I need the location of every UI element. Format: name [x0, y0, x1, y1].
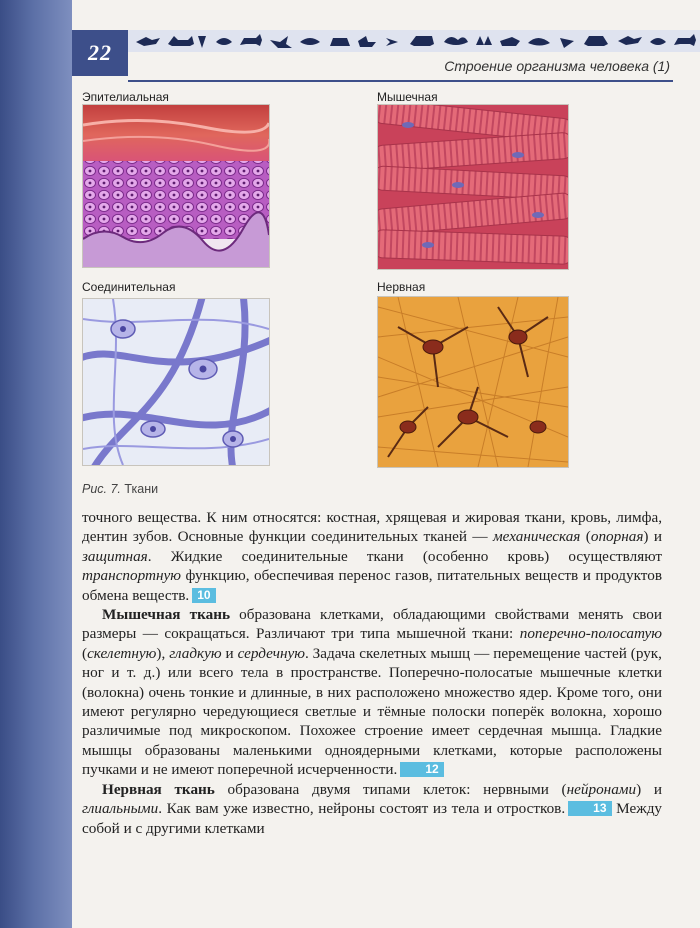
caption-prefix: Рис. 7. [82, 482, 121, 496]
page-number-box [72, 30, 128, 76]
text-span: Между собой и с другими клетками [82, 800, 663, 837]
text-span: ( [580, 528, 591, 546]
epithelial-tissue-image [82, 104, 270, 268]
header-divider [128, 80, 673, 82]
term-italic: глиальными [82, 800, 159, 818]
section-title: Строение организма человека (1) [444, 58, 670, 74]
nervous-tissue-illustration-icon [378, 297, 568, 467]
term-bold: Нервная ткань [102, 780, 215, 798]
text-span: и [221, 644, 238, 662]
term-italic: поперечно-полосатую [519, 625, 662, 643]
figure-caption [82, 482, 158, 496]
term-italic: скелетную [87, 644, 157, 662]
text-span: функцию, обеспечивая перенос газов, питательных веществ и продуктов обмена веществ. [82, 567, 662, 604]
muscle-tissue-image [377, 104, 569, 270]
epithelial-tissue-illustration-icon [83, 105, 269, 267]
term-italic: гладкую [169, 644, 222, 662]
muscle-tissue-illustration-icon [378, 105, 568, 269]
text-span: ), [156, 644, 170, 662]
panel-label-connective: Соединительная [82, 280, 176, 294]
page-header [0, 0, 700, 84]
panel-label-muscle: Мышечная [377, 90, 438, 104]
text-span: . Как вам уже известно, нейроны состоят из тела и отростков. [158, 800, 566, 818]
term-bold: Мышечная ткань [102, 606, 231, 624]
term-italic: защитная [82, 547, 148, 565]
body-text [82, 508, 662, 838]
text-span: . Жидкие соединительные ткани (особенно кровь) осуществляют [147, 547, 662, 565]
animal-silhouette-strip [128, 30, 700, 52]
text-span: ) и [643, 528, 663, 546]
paragraph-nervous [82, 780, 662, 838]
text-span: . Задача скелетных мышц — перемещение частей (рук, ног и т. д.) или всего тела в пространстве. Поперечно-полосатые мышечные клетки (волокна) очень тонкие и длинные, в них расположено множество ядер. Кроме того, они имеют регулярно чередующиеся светлые и тёмные полоски поперёк волокна, хорошо различимые под микроскопом. Похожее строение имеет сердечная мышца. Гладкие мышцы образованы маленькими одноядерными клетками, которые расположены пучками и не имеют поперечной исчерченности. [82, 644, 662, 779]
text-span: ( [82, 644, 88, 662]
term-italic: транспортную [82, 567, 181, 585]
connective-tissue-illustration-icon [83, 299, 269, 465]
text-span: образована клетками, обладающими свойствами менять свои размеры — сокращаться. Различают три типа мышечной ткани: [82, 606, 662, 643]
connective-tissue-image [82, 298, 270, 466]
term-italic: нейронами [566, 780, 637, 798]
nervous-tissue-image [377, 296, 569, 468]
term-italic: механическая [492, 528, 581, 546]
book-spine [0, 0, 72, 928]
term-italic: сердечную [237, 644, 305, 662]
caption-text: Ткани [124, 482, 159, 496]
panel-label-epithelial: Эпителиальная [82, 90, 169, 104]
reference-badge-12[interactable]: 12 [400, 762, 443, 777]
text-span: образована двумя типами клеток: нервными ( [214, 780, 567, 798]
page-number: 22 [88, 40, 112, 65]
paragraph-connective [82, 508, 662, 605]
term-italic: опорная [590, 528, 644, 546]
text-span: точного вещества. К ним относятся: костная, хрящевая и жировая ткани, кровь, лимфа, дентин зубов. Основные функции соединительных тканей — [82, 509, 662, 546]
paragraph-muscle [82, 605, 662, 780]
reference-badge-10[interactable]: 10 [192, 588, 215, 603]
text-span: ) и [636, 780, 662, 798]
panel-label-nervous: Нервная [377, 280, 426, 294]
reference-badge-13[interactable]: 13 [568, 801, 611, 816]
animal-silhouettes-icon [128, 30, 700, 52]
